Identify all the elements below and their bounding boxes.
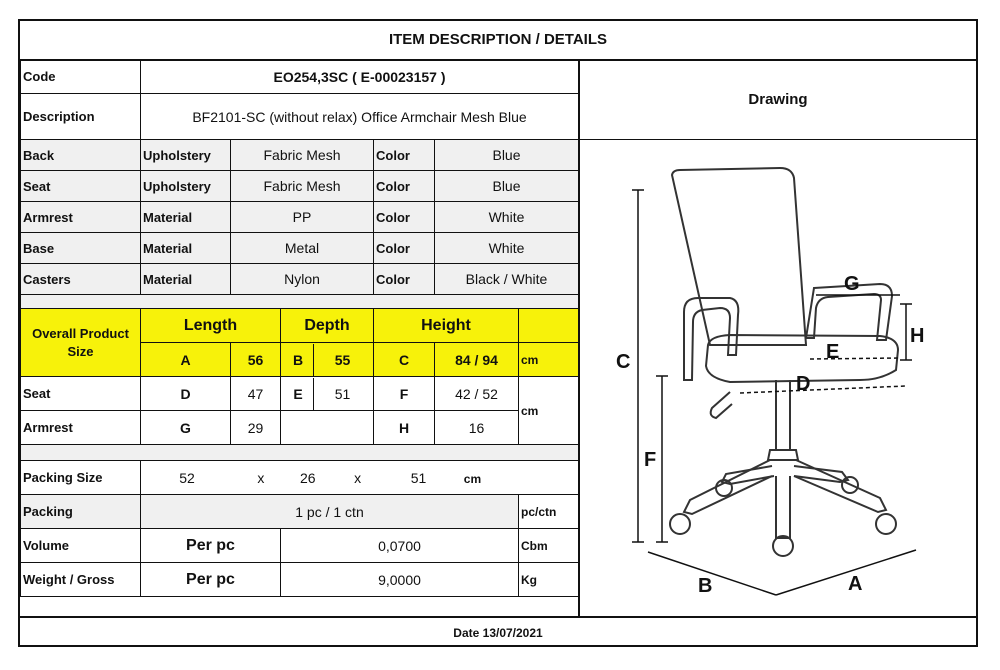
seat-label: Seat <box>21 377 141 411</box>
date-footer: Date 13/07/2021 <box>20 616 976 649</box>
dim-b-letter: B <box>283 344 314 376</box>
part-label: Casters <box>21 264 141 295</box>
dim-b-cell <box>281 343 374 377</box>
dim-label-d: D <box>796 373 811 395</box>
part-color: Blue <box>435 171 579 202</box>
part-value: Fabric Mesh <box>231 140 374 171</box>
pack-length: 52 <box>179 469 195 486</box>
weight-value: 9,0000 <box>281 563 519 597</box>
dim-label-c: C <box>616 351 631 373</box>
caster <box>670 514 690 534</box>
part-color-label: Color <box>374 202 435 233</box>
description-value: BF2101-SC (without relax) Office Armchair Mesh Blue <box>141 94 579 140</box>
dim-h-value: 16 <box>435 411 519 445</box>
dim-unit: cm <box>519 343 579 377</box>
chair-drawing <box>578 140 976 616</box>
pack-width: 26 <box>299 469 316 486</box>
part-label: Armrest <box>21 202 141 233</box>
part-color: White <box>435 202 579 233</box>
height-header: Height <box>374 309 519 343</box>
part-label: Back <box>21 140 141 171</box>
dim-label-f: F <box>644 449 657 471</box>
packing-size-label: Packing Size <box>21 461 141 495</box>
length-header: Length <box>141 309 281 343</box>
packing-label: Packing <box>21 495 141 529</box>
overall-size-label: Overall Product Size <box>21 309 141 377</box>
part-color-label: Color <box>374 171 435 202</box>
part-color-label: Color <box>374 233 435 264</box>
dim-c-letter: C <box>374 343 435 377</box>
dim-c-value: 84 / 94 <box>435 343 519 377</box>
part-value: PP <box>231 202 374 233</box>
leg-3 <box>776 476 790 538</box>
packing-size-values <box>141 461 579 495</box>
part-prop: Material <box>141 264 231 295</box>
part-color: Blue <box>435 140 579 171</box>
description-label: Description <box>21 94 141 140</box>
packing-unit: pc/ctn <box>519 495 579 529</box>
backrest <box>672 168 806 345</box>
drawing-label: Drawing <box>578 59 976 140</box>
weight-label: Weight / Gross <box>21 563 141 597</box>
part-color-label: Color <box>374 140 435 171</box>
pack-x2: x <box>354 469 362 486</box>
dim-line-e <box>810 358 900 359</box>
dim-e-value: 51 <box>334 385 351 402</box>
spacer-row <box>21 445 579 461</box>
dim-f-letter: F <box>374 377 435 411</box>
pack-unit: cm <box>463 471 482 486</box>
part-color-label: Color <box>374 264 435 295</box>
volume-label: Volume <box>21 529 141 563</box>
chair-drawing-svg <box>580 140 976 616</box>
lift-base <box>768 450 798 460</box>
dim-e-letter: E <box>283 378 314 410</box>
part-prop: Material <box>141 202 231 233</box>
code-label: Code <box>21 60 141 94</box>
pack-height: 51 <box>410 469 427 486</box>
part-prop: Upholstery <box>141 140 231 171</box>
dim-d-letter: D <box>141 377 231 411</box>
code-value: EO254,3SC ( E-00023157 ) <box>141 60 579 94</box>
weight-per: Per pc <box>141 563 281 597</box>
dim-e-cell <box>281 377 374 411</box>
dim-a-letter: A <box>141 343 231 377</box>
dim-a-value: 56 <box>231 343 281 377</box>
unit-header-blank <box>519 309 579 343</box>
dim-h-letter: H <box>374 411 435 445</box>
part-color: Black / White <box>435 264 579 295</box>
packing-value: 1 pc / 1 ctn <box>141 495 519 529</box>
dim-label-h: H <box>910 325 925 347</box>
volume-unit: Cbm <box>519 529 579 563</box>
dim-b-value: 55 <box>334 351 351 368</box>
part-label: Seat <box>21 171 141 202</box>
part-prop: Material <box>141 233 231 264</box>
spacer-row <box>21 295 579 309</box>
part-color: White <box>435 233 579 264</box>
lever <box>711 392 732 418</box>
caster <box>876 514 896 534</box>
pack-x1: x <box>257 469 265 486</box>
volume-per: Per pc <box>141 529 281 563</box>
part-value: Metal <box>231 233 374 264</box>
sheet-title: ITEM DESCRIPTION / DETAILS <box>20 21 976 61</box>
depth-header: Depth <box>281 309 374 343</box>
dim-label-g: G <box>844 273 860 295</box>
dim-label-a: A <box>848 573 863 595</box>
part-label: Base <box>21 233 141 264</box>
dim-label-b: B <box>698 575 713 597</box>
dim-g-value: 29 <box>231 411 281 445</box>
dim-line-d <box>740 386 906 393</box>
part-prop: Upholstery <box>141 171 231 202</box>
spec-table <box>20 59 579 597</box>
dim-line-a <box>776 550 916 595</box>
dim-d-value: 47 <box>231 377 281 411</box>
dim-label-e: E <box>826 341 840 363</box>
volume-value: 0,0700 <box>281 529 519 563</box>
part-value: Nylon <box>231 264 374 295</box>
weight-unit: Kg <box>519 563 579 597</box>
armrest-label: Armrest <box>21 411 141 445</box>
spec-sheet <box>18 19 978 647</box>
dim-g-letter: G <box>141 411 231 445</box>
dims-unit: cm <box>519 377 579 445</box>
dim-f-value: 42 / 52 <box>435 377 519 411</box>
part-value: Fabric Mesh <box>231 171 374 202</box>
blank-cell <box>281 411 374 445</box>
spec-table-area <box>20 59 578 597</box>
